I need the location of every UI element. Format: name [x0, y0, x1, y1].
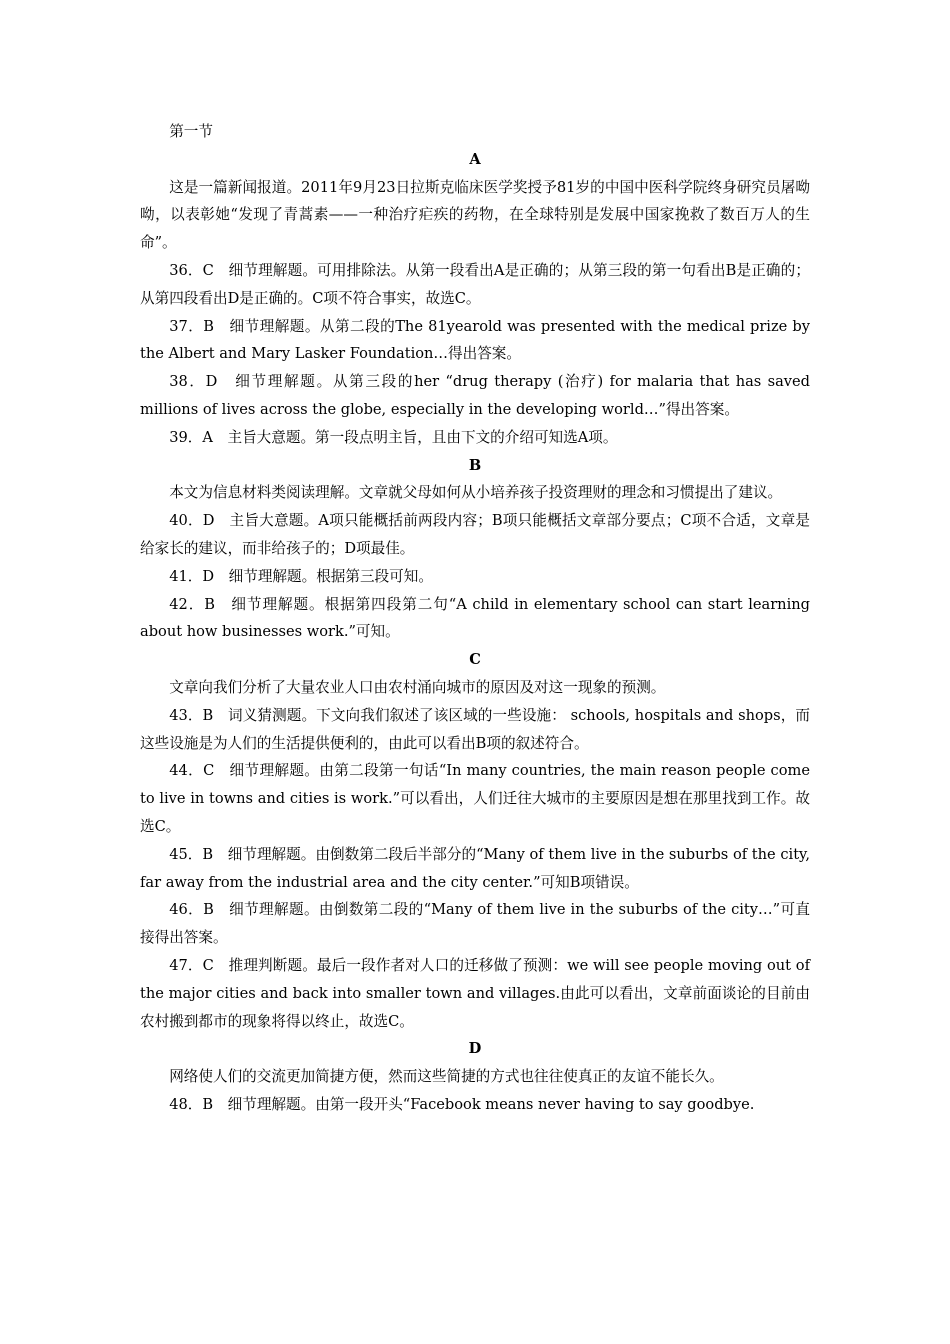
answer-36: 36．C 细节理解题。可用排除法。从第一段看出A是正确的；从第三段的第一句看出B是正确的；从第四段看出D是正确的。C项不符合事实，故选C。	[140, 261, 810, 307]
passage-summary-a: 这是一篇新闻报道。2011年9月23日拉斯克临床医学奖授予81岁的中国中医科学院终身研究员屠呦呦，以表彰她“发现了青蒿素——一种治疗疟疾的药物，在全球特别是发展中国家挽救了数百万人的生命”。	[140, 178, 810, 252]
answer-47: 47．C 推理判断题。最后一段作者对人口的迁移做了预测：we will see people moving out of the major cities and back into smaller town and villages.由此可以看出，文章前面谈论的目前由农村搬到都市的现象将得以终止，故选C。	[140, 956, 810, 1030]
passage-title-b: B	[468, 456, 482, 474]
answer-48: 48．B 细节理解题。由第一段开头“Facebook means never having to say goodbye.	[169, 1095, 755, 1113]
passage-summary-b: 本文为信息材料类阅读理解。文章就父母如何从小培养孩子投资理财的理念和习惯提出了建议。	[169, 484, 783, 502]
answer-37: 37．B 细节理解题。从第二段的The 81yearold was presented with the medical prize by the Albert and Mary Lasker Foundation…得出答案。	[140, 317, 810, 363]
passage-title-a: A	[469, 150, 481, 168]
answer-41: 41．D 细节理解题。根据第三段可知。	[169, 567, 433, 585]
answer-39: 39．A 主旨大意题。第一段点明主旨，且由下文的介绍可知选A项。	[169, 428, 618, 446]
answer-45: 45．B 细节理解题。由倒数第二段后半部分的“Many of them live in the suburbs of the city, far away from the industrial area and the city center.”可知B项错误。	[140, 845, 810, 891]
passage-title-c: C	[469, 651, 481, 669]
passage-summary-c: 文章向我们分析了大量农业人口由农村涌向城市的原因及对这一现象的预测。	[169, 678, 666, 696]
answer-40: 40．D 主旨大意题。A项只能概括前两段内容；B项只能概括文章部分要点；C项不合适，文章是给家长的建议，而非给孩子的；D项最佳。	[140, 512, 810, 557]
section-label: 第一节	[169, 123, 213, 140]
answer-42: 42．B 细节理解题。根据第四段第二句“A child in elementary school can start learning about how businesses work.”可知。	[140, 595, 810, 641]
answer-38: 38．D 细节理解题。从第三段的her “drug therapy (治疗) for malaria that has saved millions of lives across the globe, especially in the developing world…”得出答案。	[140, 373, 810, 418]
answer-43: 43．B 词义猜测题。下文向我们叙述了该区域的一些设施： schools, hospitals and shops，而这些设施是为人们的生活提供便利的，由此可以看出B项的叙述符合。	[140, 706, 810, 752]
passage-summary-d: 网络使人们的交流更加简捷方便，然而这些简捷的方式也往往使真正的友谊不能长久。	[169, 1068, 724, 1086]
passage-title-d: D	[468, 1040, 482, 1058]
answer-44: 44．C 细节理解题。由第二段第一句话“In many countries, the main reason people come to live in towns and cities is work.”可以看出，人们迁往大城市的主要原因是想在那里找到工作。故选C。	[140, 762, 810, 835]
answer-key-page	[140, 118, 810, 1119]
answer-46: 46．B 细节理解题。由倒数第二段的“Many of them live in the suburbs of the city…”可直接得出答案。	[140, 901, 810, 947]
